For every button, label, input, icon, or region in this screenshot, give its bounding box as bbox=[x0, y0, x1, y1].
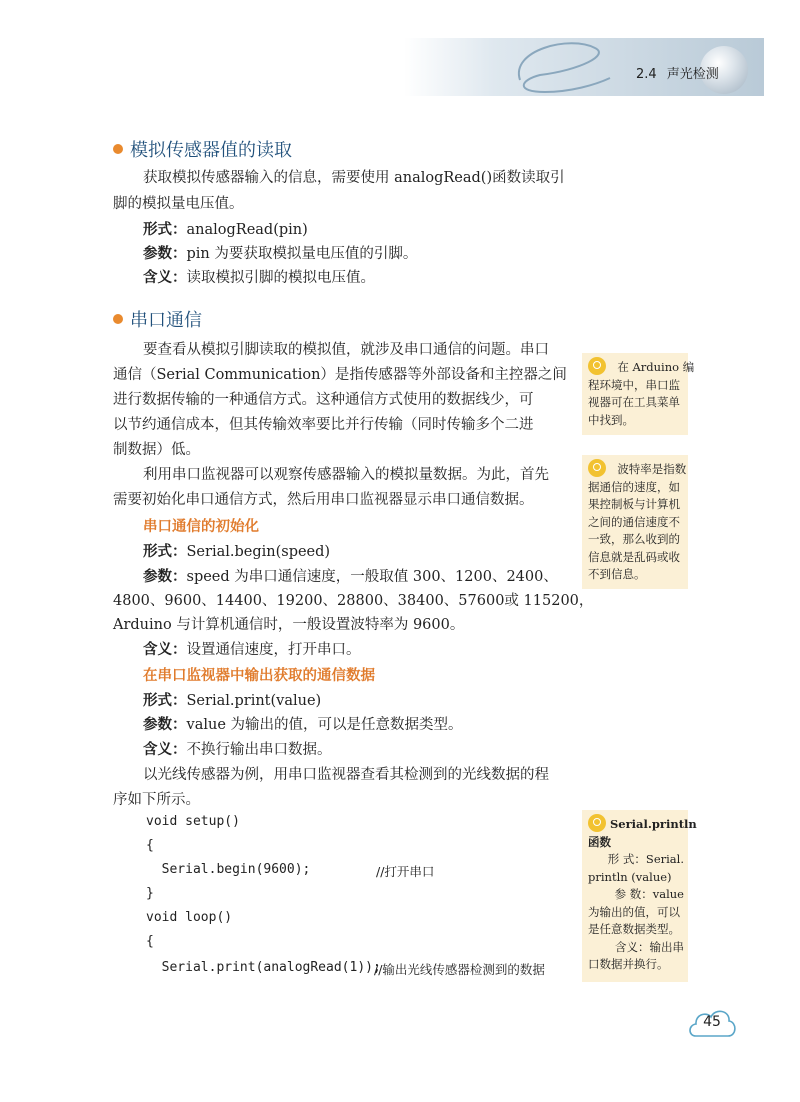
paragraph-line: 要查看从模拟引脚读取的模拟值，就涉及串口通信的问题。串口 bbox=[143, 342, 549, 358]
side-note-serial-println: Serial.println 函数 形 式：Serial. println (value) 参 数：value 为输出的值，可以 是任意数据类型。 含义：输出串 口数据并换行。 bbox=[582, 810, 688, 982]
meaning-line: 含义：设置通信速度，打开串口。 bbox=[143, 641, 361, 658]
code-line: void loop() bbox=[146, 910, 233, 925]
param-line-3: Arduino 与计算机通信时，一般设置波特率为 9600。 bbox=[113, 617, 465, 633]
lightbulb-icon bbox=[588, 459, 606, 477]
section-heading-analog-read: 模拟传感器值的读取 bbox=[113, 136, 292, 162]
paragraph-line: 利用串口监视器可以观察传感器输入的模拟量数据。为此，首先 bbox=[143, 467, 549, 483]
meaning-line: 含义：读取模拟引脚的模拟电压值。 bbox=[143, 269, 375, 286]
running-header bbox=[636, 63, 719, 82]
form-line: 形式：Serial.begin(speed) bbox=[143, 543, 331, 560]
form-line: 形式：analogRead(pin) bbox=[143, 221, 308, 238]
paragraph-line: 脚的模拟量电压值。 bbox=[113, 196, 244, 212]
section-number: 2.4 bbox=[636, 67, 657, 82]
page-number: 45 bbox=[703, 1014, 721, 1030]
paragraph-line: 获取模拟传感器输入的信息，需要使用 analogRead()函数读取引 bbox=[143, 170, 565, 186]
code-line: { bbox=[146, 838, 154, 853]
lightbulb-icon bbox=[588, 357, 606, 375]
code-comment: //输出光线传感器检测到的数据 bbox=[374, 962, 545, 977]
bullet-icon bbox=[113, 314, 123, 324]
section-title: 声光检测 bbox=[666, 67, 719, 82]
paragraph-line: 制数据）低。 bbox=[113, 442, 200, 458]
paragraph-line: 序如下所示。 bbox=[113, 792, 200, 808]
section-heading-serial: 串口通信 bbox=[113, 306, 202, 332]
header-swoosh-decoration bbox=[500, 30, 620, 100]
param-line: 参数：value 为输出的值，可以是任意数据类型。 bbox=[143, 716, 463, 733]
code-line: Serial.begin(9600); bbox=[146, 862, 311, 877]
meaning-line: 含义：不换行输出串口数据。 bbox=[143, 741, 332, 758]
code-line: void setup() bbox=[146, 814, 240, 829]
bullet-icon bbox=[113, 144, 123, 154]
param-line: 参数：pin 为要获取模拟量电压值的引脚。 bbox=[143, 245, 418, 262]
code-line: } bbox=[146, 886, 154, 901]
paragraph-line: 通信（Serial Communication）是指传感器等外部设备和主控器之间 bbox=[113, 367, 567, 383]
paragraph-line: 进行数据传输的一种通信方式。这种通信方式使用的数据线少，可 bbox=[113, 392, 534, 408]
side-note-serial-monitor: 在 Arduino 编 程环境中，串口监 视器可在工具菜单 中找到。 bbox=[582, 353, 688, 435]
paragraph-line: 需要初始化串口通信方式，然后用串口监视器显示串口通信数据。 bbox=[113, 492, 534, 508]
code-line: Serial.print(analogRead(1)); bbox=[146, 960, 389, 975]
form-line: 形式：Serial.print(value) bbox=[143, 692, 322, 709]
subheading-serial-init: 串口通信的初始化 bbox=[143, 518, 259, 535]
code-comment: //打开串口 bbox=[376, 864, 435, 879]
code-line: { bbox=[146, 934, 154, 949]
paragraph-line: 以节约通信成本，但其传输效率要比并行传输（同时传输多个二进 bbox=[113, 417, 534, 433]
param-line-2: 4800、9600、14400、19200、28800、38400、57600或 115200， bbox=[113, 593, 594, 609]
side-note-baud-rate: 波特率是指数 据通信的速度，如 果控制板与计算机 之间的通信速度不 一致，那么收到的 信息就是乱码或收 不到信息。 bbox=[582, 455, 688, 589]
lightbulb-icon bbox=[588, 814, 606, 832]
param-line: 参数：speed 为串口通信速度，一般取值 300、1200、2400、 bbox=[143, 568, 558, 585]
subheading-serial-print: 在串口监视器中输出获取的通信数据 bbox=[143, 667, 375, 684]
paragraph-line: 以光线传感器为例，用串口监视器查看其检测到的光线数据的程 bbox=[143, 767, 549, 783]
